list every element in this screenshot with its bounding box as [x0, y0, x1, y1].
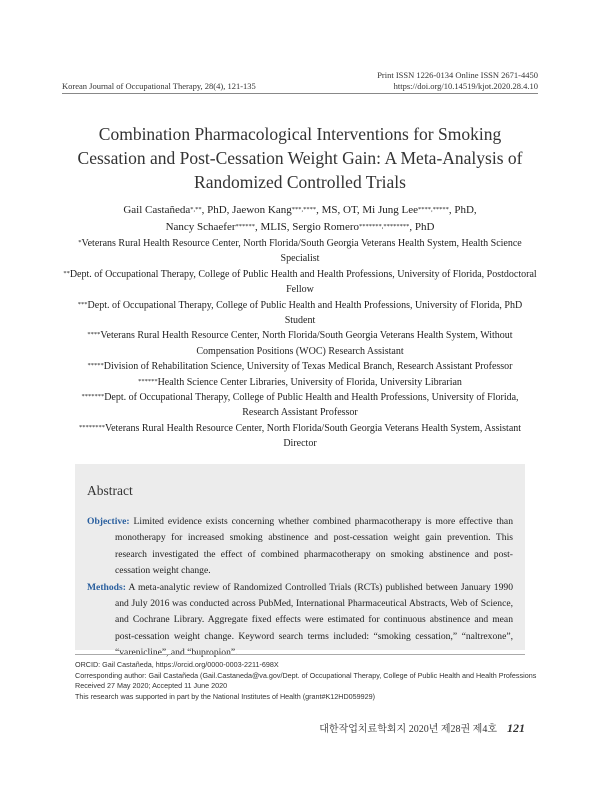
- footnotes: [75, 660, 538, 702]
- methods-label: Methods:: [87, 581, 126, 593]
- affiliation-mark: ********: [78, 423, 105, 431]
- affiliation-item: [62, 236, 538, 267]
- author-degree: , MLIS,: [255, 221, 293, 233]
- authors-line-2: [62, 219, 538, 236]
- affiliation-text: Health Science Center Libraries, University of Florida, University Librarian: [157, 376, 462, 388]
- objective-label: Objective:: [87, 516, 130, 527]
- objective-text: Limited evidence exists concerning whether combined pharmacotherapy is more effective than monotherapy for increased smoking abstinence and post-cessation weight gain prevention. This research investigated the effect of combined pharmacotherapy on smoking abstinence and post-cessation weight change.: [115, 516, 513, 577]
- methods-text: A meta-analytic review of Randomized Controlled Trials (RCTs) published between January 1990 and July 2016 was conducted across PubMed, International Pharmaceutical Abstracts, Web of Science, and Cochrane Library. Aggregate fixed effects were estimated for continuous abstinence and mean post-cessation weight change. Keyword search terms included: “smoking cessation,” “naltrexone”, “varenicline”, and “bupropion”.: [115, 581, 513, 659]
- author-sup: *,**: [190, 206, 202, 213]
- affiliation-item: [62, 267, 538, 298]
- affiliation-text: Division of Rehabilitation Science, University of Texas Medical Branch, Research Assistant Professor: [103, 361, 513, 373]
- footer-journal-korean: 대한작업치료학회지 2020년 제28권 제4호: [319, 724, 497, 735]
- abstract-box: [75, 464, 525, 659]
- author-degree: , PhD: [409, 221, 435, 233]
- page-footer: [319, 720, 525, 736]
- title-line-3: Randomized Controlled Trials: [194, 172, 406, 192]
- header-rule: [62, 93, 538, 94]
- author-list: [62, 202, 538, 236]
- author-name: Sergio Romero: [292, 221, 359, 233]
- affiliation-item: [62, 421, 538, 452]
- affiliation-text: Veterans Rural Health Resource Center, North Florida/South Georgia Veterans Health System, Without Compensation Positions (WOC) Research Assistant: [100, 330, 513, 357]
- author-name: Gail Castañeda: [123, 204, 191, 216]
- affiliation-mark: ***: [77, 300, 88, 308]
- affiliation-text: Veterans Rural Health Resource Center, North Florida/South Georgia Veterans Health System, Assistant Director: [104, 422, 522, 450]
- paper-title: [62, 122, 538, 194]
- affiliation-text: Dept. of Occupational Therapy, College of Public Health and Health Professions, University of Florida, Research Assistant Professor: [104, 392, 519, 419]
- author-degree: , PhD,: [201, 204, 233, 216]
- author-sup: ******: [235, 223, 255, 230]
- journal-header-right: [377, 70, 538, 92]
- affiliation-text: Dept. of Occupational Therapy, College of Public Health and Health Professions, University of Florida, PhD Student: [87, 299, 523, 327]
- affiliation-mark: *: [78, 239, 82, 246]
- abstract-body: [87, 514, 513, 662]
- title-line-2: Cessation and Post-Cessation Weight Gain: A Meta-Analysis of: [77, 148, 523, 168]
- abstract-heading: Abstract: [87, 483, 133, 498]
- journal-citation: Korean Journal of Occupational Therapy, 28(4), 121-135: [62, 81, 256, 91]
- author-name: Nancy Schaefer: [165, 221, 236, 233]
- affiliation-list: [62, 236, 538, 452]
- affiliation-mark: ******: [138, 377, 158, 385]
- abstract-methods: [87, 580, 513, 662]
- abstract-objective: [87, 514, 513, 580]
- issn-text: Print ISSN 1226-0134 Online ISSN 2671-4450: [377, 70, 538, 80]
- orcid-note[interactable]: ORCID: Gail Castañeda, https://orcid.org/0000-0003-2211-698X: [75, 660, 279, 669]
- dates-note: Received 27 May 2020; Accepted 11 June 2020: [75, 681, 228, 691]
- author-sup: ***,****: [291, 206, 317, 213]
- author-degree: , PhD,: [448, 204, 477, 216]
- author-name: Jaewon Kang: [232, 204, 292, 216]
- affiliation-item: [62, 328, 538, 359]
- author-name: Mi Jung Lee: [362, 204, 418, 216]
- affiliation-item: [62, 298, 538, 329]
- affiliation-text: Veterans Rural Health Resource Center, North Florida/South Georgia Veterans Health System, Health Science Specialist: [81, 238, 522, 265]
- authors-line-1: [62, 202, 538, 219]
- doi-link[interactable]: https://doi.org/10.14519/kjot.2020.28.4.10: [393, 81, 538, 91]
- support-note: This research was supported in part by the National Institutes of Health (grant#K12HD059929): [75, 691, 376, 701]
- title-line-1: Combination Pharmacological Interventions for Smoking: [98, 124, 502, 144]
- page-number: 121: [507, 721, 525, 735]
- author-sup: *******,********: [359, 223, 410, 230]
- author-sup: ****,*****: [417, 206, 449, 213]
- affiliation-mark: *****: [87, 362, 104, 370]
- affiliation-item: [62, 359, 538, 374]
- affiliation-mark: ****: [87, 331, 101, 339]
- affiliation-item: [62, 375, 538, 390]
- affiliation-mark: **: [63, 269, 70, 277]
- affiliation-item: [62, 390, 538, 421]
- author-degree: , MS, OT,: [316, 204, 363, 216]
- affiliation-text: Dept. of Occupational Therapy, College of Public Health and Health Professions, University of Florida, Postdoctoral Fellow: [69, 268, 537, 296]
- affiliation-mark: *******: [81, 393, 105, 401]
- footnote-rule: [75, 654, 525, 655]
- corresponding-note: Corresponding author: Gail Castañeda (Gail.Castaneda@va.gov/Dept. of Occupational Therapy, College of Public Health and Health Professions: [75, 670, 537, 680]
